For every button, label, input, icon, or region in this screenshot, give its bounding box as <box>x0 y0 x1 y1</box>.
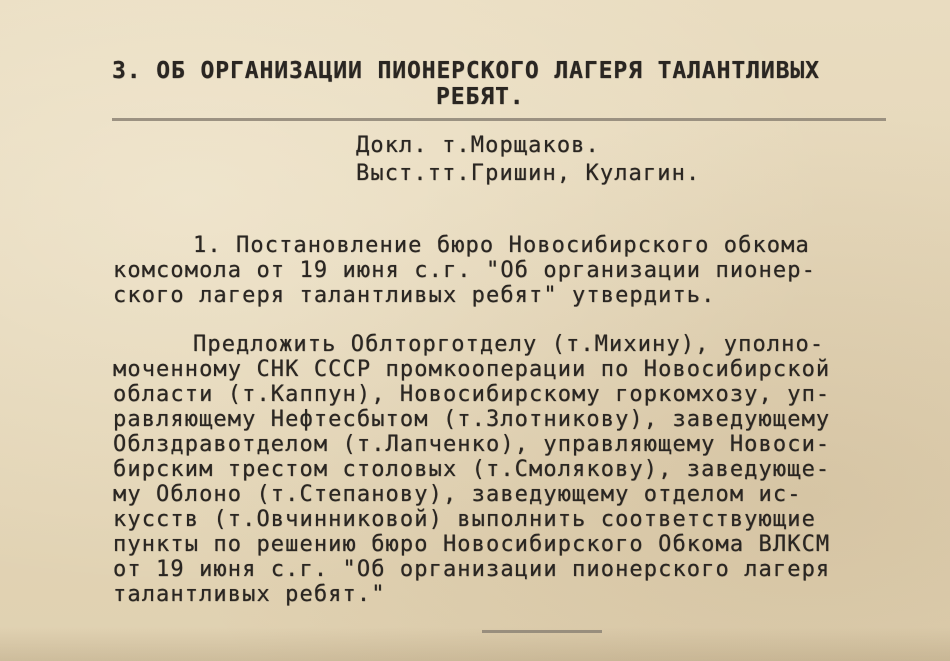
resolution-1-line: ского лагеря талантливых ребят" утвердить. <box>113 283 716 308</box>
resolution-2-line: моченному СНК СССР промкооперации по Новосибирской <box>113 357 831 382</box>
title-underline-rule <box>112 118 886 121</box>
resolution-2-line: равляющему Нефтесбытом (т.Злотникову), заведующему <box>113 407 831 432</box>
resolution-2-line: Облздравотделом (т.Лапченко), управляющему Новоси- <box>113 432 831 457</box>
resolution-1-line: комсомола от 19 июня с.г. "Об организации пионер- <box>113 258 816 283</box>
speech-speakers: Выст.тт.Гришин, Кулагин. <box>356 161 701 186</box>
page-bottom-shadow <box>0 627 950 661</box>
section-title-line-1: 3. ОБ ОРГАНИЗАЦИИ ПИОНЕРСКОГО ЛАГЕРЯ ТАЛАНТЛИВЫХ <box>112 58 820 84</box>
resolution-2-line: кусств (т.Овчинниковой) выполнить соответствующие <box>113 507 816 532</box>
resolution-2-line: бирским трестом столовых (т.Смолякову), заведующе- <box>113 457 831 482</box>
resolution-2-line: му Облоно (т.Степанову), заведующему отделом ис- <box>113 482 802 507</box>
resolution-2-line: Предложить Облторготделу (т.Михину), уполно- <box>193 332 825 357</box>
resolution-2-line: талантливых ребят." <box>113 582 386 607</box>
resolution-1-line: 1. Постановление бюро Новосибирского обкома <box>193 233 810 258</box>
section-title-line-2: РЕБЯТ. <box>436 84 525 110</box>
resolution-2-line: пункты по решению бюро Новосибирского Обкома ВЛКСМ <box>113 532 831 557</box>
resolution-2-line: от 19 июня с.г. "Об организации пионерского лагеря <box>113 557 831 582</box>
report-speaker: Докл. т.Морщаков. <box>356 133 600 158</box>
resolution-2-line: области (т.Каппун), Новосибирскому горкомхозу, уп- <box>113 382 831 407</box>
closing-rule <box>482 630 602 633</box>
